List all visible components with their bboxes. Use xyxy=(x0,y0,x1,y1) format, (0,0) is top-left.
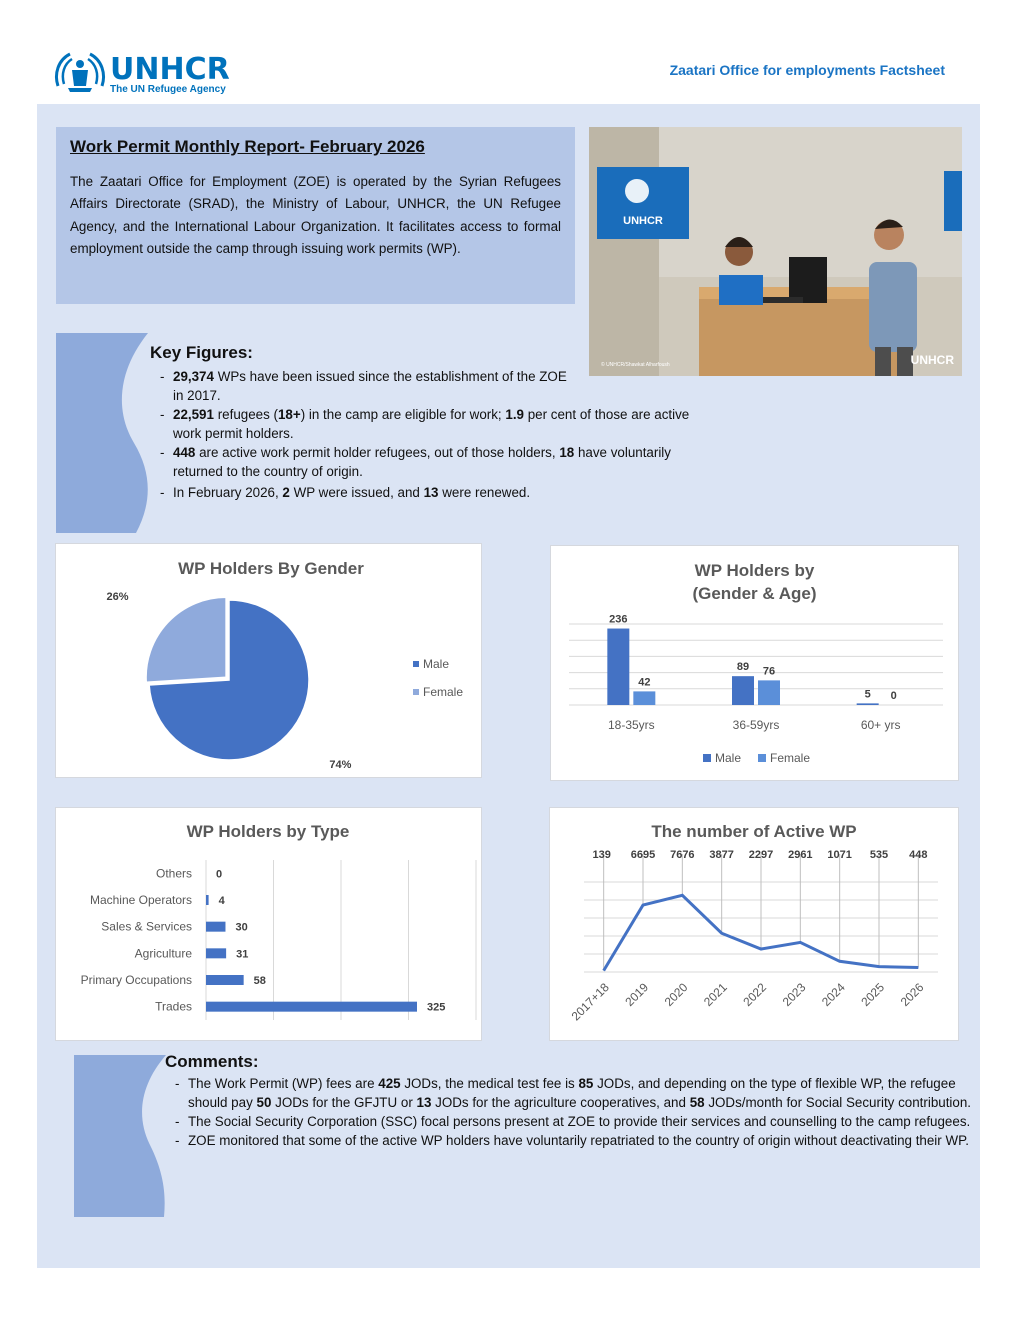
factsheet-title: Zaatari Office for employments Factsheet xyxy=(669,62,945,78)
bar-data-label: 4 xyxy=(218,895,225,907)
active-wp-line-chart xyxy=(550,808,960,1042)
unhcr-logo xyxy=(52,50,252,100)
pie-slice-female xyxy=(146,597,226,682)
bar-type xyxy=(206,975,244,985)
bar-data-label: 325 xyxy=(427,1001,446,1014)
line-data-label: 139 xyxy=(592,849,611,861)
legend-female: Female xyxy=(758,751,810,765)
x-tick-label: 18-35yrs xyxy=(607,718,655,732)
line-data-label: 7676 xyxy=(670,849,695,861)
bar-male xyxy=(607,629,629,705)
line-data-label: 6695 xyxy=(630,849,656,861)
chart-title-line2: (Gender & Age) xyxy=(692,584,817,603)
comments-decoration xyxy=(74,1055,166,1217)
y-tick-label: Machine Operators xyxy=(89,893,192,907)
comments-section xyxy=(165,1052,975,1150)
active-wp-card xyxy=(549,807,959,1041)
pie-data-label: 26% xyxy=(106,590,129,603)
y-tick-label: Others xyxy=(155,866,192,881)
key-figures-title: Key Figures: xyxy=(150,343,253,362)
bar-data-label: 0 xyxy=(890,690,897,702)
legend-male: Male xyxy=(413,657,449,671)
bar-female xyxy=(758,680,780,705)
bar-female xyxy=(633,691,655,705)
y-tick-label: Agriculture xyxy=(134,946,192,961)
gender-age-bar-chart xyxy=(551,546,960,782)
x-tick-label: 36-59yrs xyxy=(732,718,780,732)
y-tick-label: Primary Occupations xyxy=(80,973,192,987)
x-tick-label: 2019 xyxy=(622,980,652,1010)
unhcr-emblem-icon xyxy=(52,50,108,96)
x-tick-label: 2024 xyxy=(819,980,848,1010)
x-tick-label: 2020 xyxy=(661,980,691,1010)
chart-title: WP Holders by Type xyxy=(186,822,350,841)
key-figures-section xyxy=(150,343,690,502)
key-figure-item: - 29,374 WPs have been issued since the establishment of the ZOE in 2017. xyxy=(150,367,570,405)
type-bar-chart xyxy=(56,808,483,1042)
type-bar-card xyxy=(55,807,482,1041)
bar-male xyxy=(732,676,754,705)
key-figures-list xyxy=(150,367,690,502)
bar-data-label: 58 xyxy=(253,975,266,987)
line-data-label: 535 xyxy=(869,849,889,861)
y-tick-label: Trades xyxy=(155,999,192,1014)
bar-data-label: 0 xyxy=(216,868,223,881)
line-data-label: 3877 xyxy=(709,849,734,861)
x-tick-label: 2022 xyxy=(740,980,770,1010)
x-tick-label: 2026 xyxy=(897,980,927,1010)
bar-type xyxy=(206,1002,417,1012)
bar-type xyxy=(206,948,226,958)
chart-title: WP Holders By Gender xyxy=(178,559,364,578)
logo-wordmark: UNHCR xyxy=(110,52,230,87)
comments-title: Comments: xyxy=(165,1052,259,1071)
comments-list xyxy=(165,1074,975,1150)
bar-data-label: 76 xyxy=(762,665,776,678)
bar-data-label: 5 xyxy=(864,688,871,701)
chart-title-line1: WP Holders by xyxy=(694,561,815,580)
photo-sign-text: UNHCR xyxy=(623,215,663,227)
legend-male: Male xyxy=(703,751,741,765)
line-data-label: 1071 xyxy=(827,849,852,861)
x-tick-label: 2021 xyxy=(701,980,730,1010)
logo-tagline: The UN Refugee Agency xyxy=(110,84,226,95)
bar-data-label: 89 xyxy=(736,661,750,674)
bar-type xyxy=(206,922,225,932)
bar-data-label: 42 xyxy=(638,676,651,689)
office-photo xyxy=(589,127,962,376)
comment-item: - The Work Permit (WP) fees are 425 JODs, the medical test fee is 85 JODs, and depending on the type of flexible WP, the refugee should pay 50 JODs for the GFJTU or 13 JODs for the agriculture cooperatives, and 58 JODs/month for Social Security contribution. xyxy=(165,1074,975,1112)
line-data-label: 448 xyxy=(909,849,928,861)
key-figure-item: - 448 are active work permit holder refugees, out of those holders, 18 have voluntarily returned to the country of origin. xyxy=(150,443,690,481)
chart-title: The number of Active WP xyxy=(651,822,857,841)
y-tick-label: Sales & Services xyxy=(101,919,192,934)
photo-credit: © UNHCR/Shawkat Alharfoush xyxy=(601,362,670,368)
line-data-label: 2961 xyxy=(788,849,813,861)
intro-box xyxy=(56,127,575,304)
intro-paragraph: The Zaatari Office for Employment (ZOE) is operated by the Syrian Refugees Affairs Directorate (SRAD), the Ministry of Labour, UNHCR, the UN Refugee Agency, and the International Labour Organization. It facilitates access to formal employment outside the camp through issuing work permits (WP). xyxy=(70,174,561,256)
pie-data-label: 74% xyxy=(329,759,352,772)
bar-data-label: 236 xyxy=(609,613,628,626)
gender-age-card xyxy=(550,545,959,781)
x-tick-label: 2023 xyxy=(779,980,809,1010)
legend-female: Female xyxy=(413,685,463,699)
key-figures-decoration xyxy=(56,333,148,533)
key-figure-item: - In February 2026, 2 WP were issued, and 13 were renewed. xyxy=(150,483,690,502)
comment-item: - The Social Security Corporation (SSC) focal persons present at ZOE to provide their services and counselling to the camp refugees. xyxy=(165,1112,975,1131)
key-figure-item: - 22,591 refugees (18+) in the camp are eligible for work; 1.9 per cent of those are active work permit holders. xyxy=(150,405,690,443)
x-tick-label: 2025 xyxy=(858,980,888,1010)
bar-type xyxy=(206,895,209,905)
report-title: Work Permit Monthly Report- February 2026 xyxy=(70,137,425,156)
line-data-label: 2297 xyxy=(748,849,774,861)
comment-item: - ZOE monitored that some of the active WP holders have voluntarily repatriated to the country of origin without deactivating their WP. xyxy=(165,1131,975,1150)
bar-data-label: 30 xyxy=(235,921,248,934)
photo-watermark: UNHCR xyxy=(910,353,954,367)
bar-data-label: 31 xyxy=(236,948,249,961)
x-tick-label: 2017+18 xyxy=(568,980,612,1024)
bar-male xyxy=(857,703,879,705)
gender-pie-card xyxy=(55,543,482,778)
x-tick-label: 60+ yrs xyxy=(860,718,901,732)
